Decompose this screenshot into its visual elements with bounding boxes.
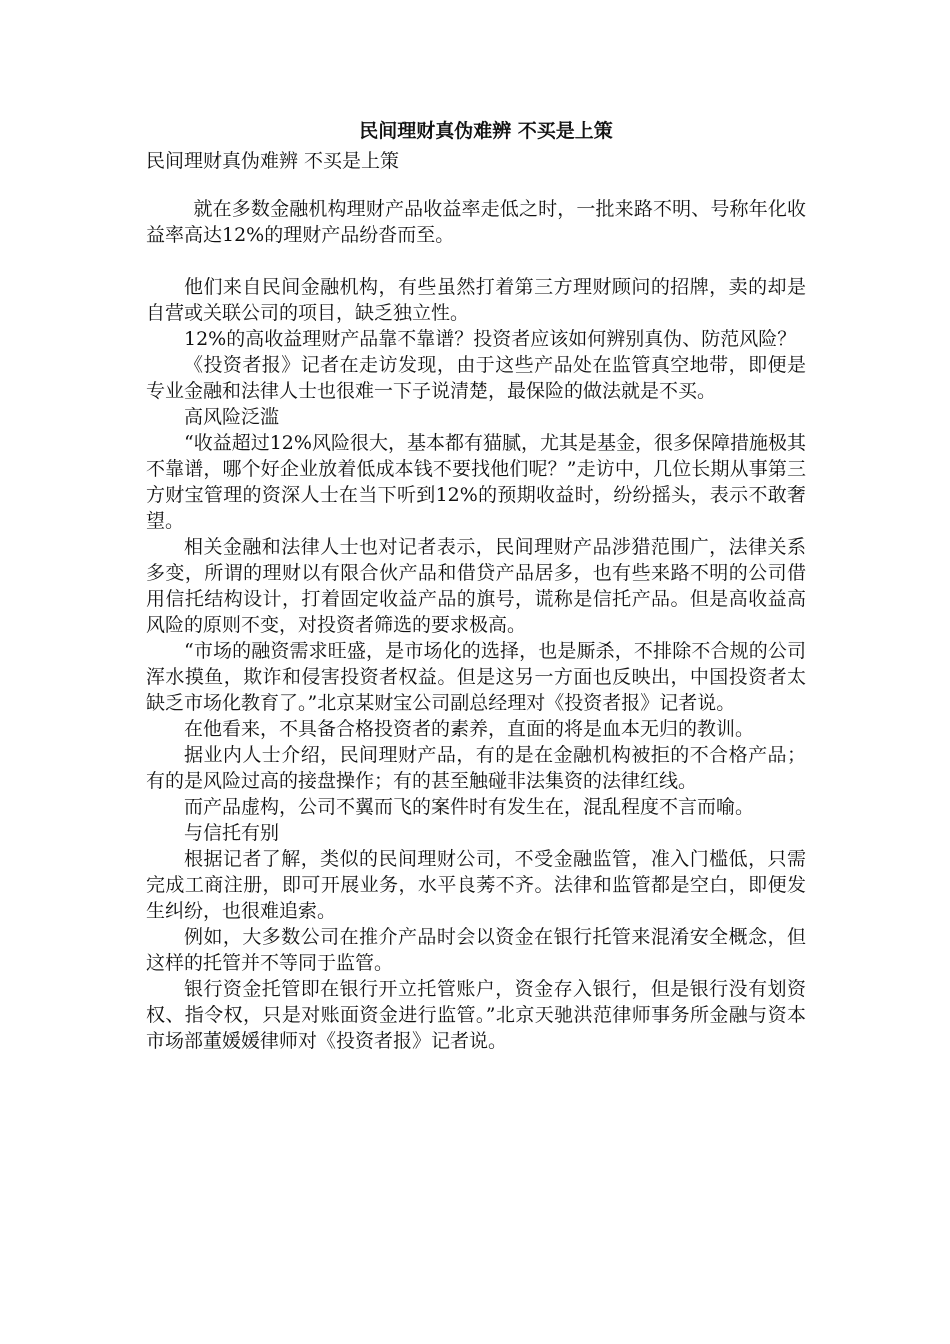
paragraph: 《投资者报》记者在走访发现，由于这些产品处在监管真空地带，即便是专业金融和法律人士也很难一下子说清楚，最保险的做法就是不买。 [146,354,806,402]
paragraph: 例如，大多数公司在推介产品时会以资金在银行托管来混淆安全概念，但这样的托管并不等同于监管。 [146,926,806,974]
paragraph: 据业内人士介绍，民间理财产品，有的是在金融机构被拒的不合格产品；有的是风险过高的接盘操作；有的甚至触碰非法集资的法律红线。 [146,744,806,792]
paragraph: 根据记者了解，类似的民间理财公司，不受金融监管，准入门槛低，只需完成工商注册，即可开展业务，水平良莠不齐。法律和监管都是空白，即便发生纠纷，也很难追索。 [146,848,806,922]
paragraph: 而产品虚构，公司不翼而飞的案件时有发生在，混乱程度不言而喻。 [184,796,755,818]
paragraph-intro: 就在多数金融机构理财产品收益率走低之时，一批来路不明、号称年化收益率高达12%的理财产品纷沓而至。 [146,198,806,246]
paragraph: “市场的融资需求旺盛，是市场化的选择，也是厮杀，不排除不合规的公司浑水摸鱼，欺诈和侵害投资者权益。但是这另一方面也反映出，中国投资者太缺乏市场化教育了。”北京某财宝公司副总经理对《投资者报》记者说。 [146,640,806,714]
paragraph: 他们来自民间金融机构，有些虽然打着第三方理财顾问的招牌，卖的却是自营或关联公司的项目，缺乏独立性。 [146,276,806,324]
document-subtitle: 民间理财真伪难辨 不买是上策 [146,150,400,172]
section-heading-trust: 与信托有别 [184,822,280,844]
section-heading-high-risk: 高风险泛滥 [184,406,280,428]
paragraph: 12%的高收益理财产品靠不靠谱？投资者应该如何辨别真伪、防范风险？ [184,328,797,350]
paragraph: 相关金融和法律人士也对记者表示，民间理财产品涉猎范围广，法律关系多变，所谓的理财以有限合伙产品和借贷产品居多，也有些来路不明的公司借用信托结构设计，打着固定收益产品的旗号，谎称是信托产品。但是高收益高风险的原则不变，对投资者筛选的要求极高。 [146,536,806,636]
paragraph: 银行资金托管即在银行开立托管账户，资金存入银行，但是银行没有划资权、指令权，只是对账面资金进行监管。”北京天驰洪范律师事务所金融与资本市场部董媛媛律师对《投资者报》记者说。 [146,978,806,1052]
paragraph: 在他看来，不具备合格投资者的素养，直面的将是血本无归的教训。 [184,718,755,740]
document-page [146,118,806,1054]
paragraph: “收益超过12%风险很大，基本都有猫腻，尤其是基金，很多保障措施极其不靠谱，哪个好企业放着低成本钱不要找他们呢？”走访中，几位长期从事第三方财宝管理的资深人士在当下听到12%的预期收益时，纷纷摇头，表示不敢奢望。 [146,432,806,532]
document-title: 民间理财真伪难辨 不买是上策 [359,120,613,142]
